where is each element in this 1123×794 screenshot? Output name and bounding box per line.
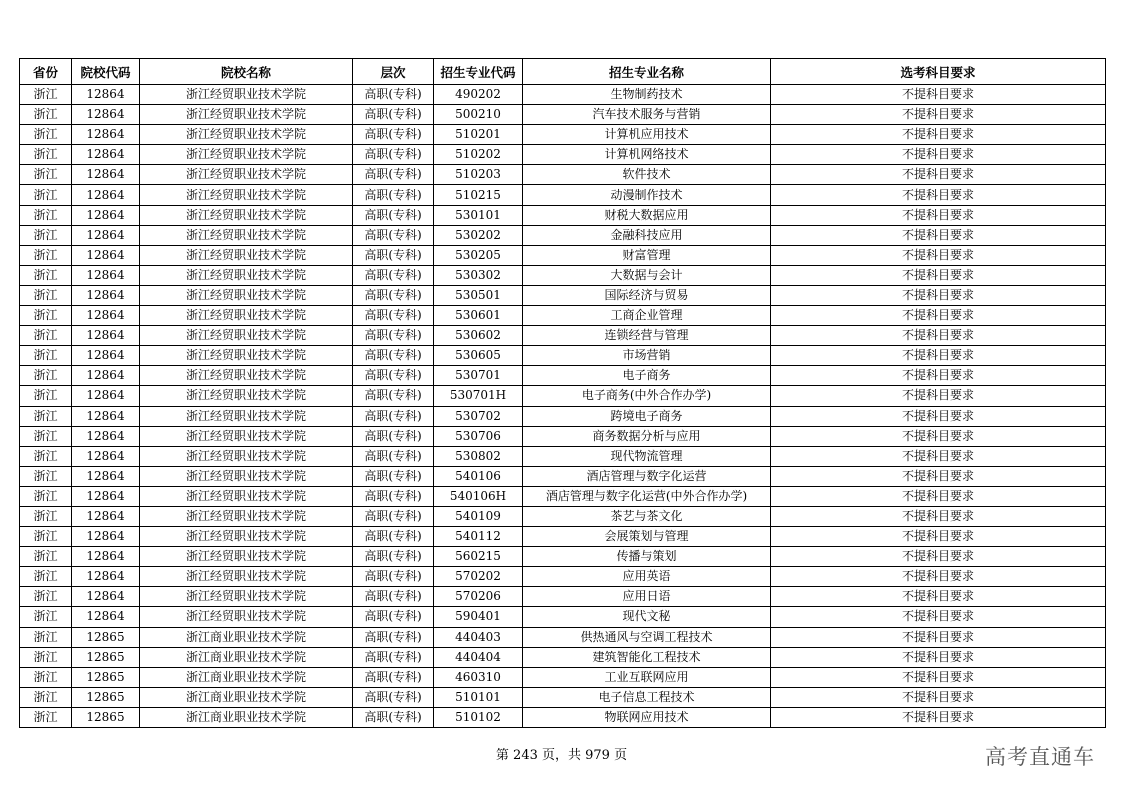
- table-row: [20, 105, 1106, 125]
- cell-province: 浙江: [20, 587, 72, 607]
- cell-school-code: 12864: [72, 245, 140, 265]
- cell-province: 浙江: [20, 406, 72, 426]
- table-row: [20, 285, 1106, 305]
- cell-school-code: 12864: [72, 306, 140, 326]
- cell-major-name: 供热通风与空调工程技术: [523, 627, 771, 647]
- cell-major-code: 440404: [434, 647, 523, 667]
- cell-major-code: 510215: [434, 185, 523, 205]
- header-major-name: 招生专业名称: [523, 59, 771, 85]
- cell-province: 浙江: [20, 446, 72, 466]
- cell-level: 高职(专科): [353, 547, 434, 567]
- cell-province: 浙江: [20, 647, 72, 667]
- cell-subject-requirement: 不提科目要求: [771, 486, 1106, 506]
- table-row: [20, 185, 1106, 205]
- cell-subject-requirement: 不提科目要求: [771, 145, 1106, 165]
- cell-level: 高职(专科): [353, 527, 434, 547]
- cell-subject-requirement: 不提科目要求: [771, 587, 1106, 607]
- cell-school-code: 12864: [72, 506, 140, 526]
- cell-school-code: 12864: [72, 607, 140, 627]
- cell-level: 高职(专科): [353, 306, 434, 326]
- cell-school-name: 浙江经贸职业技术学院: [140, 306, 353, 326]
- cell-province: 浙江: [20, 506, 72, 526]
- cell-subject-requirement: 不提科目要求: [771, 627, 1106, 647]
- cell-subject-requirement: 不提科目要求: [771, 225, 1106, 245]
- table-row: [20, 265, 1106, 285]
- table-row: [20, 687, 1106, 707]
- table-row: [20, 607, 1106, 627]
- cell-subject-requirement: 不提科目要求: [771, 205, 1106, 225]
- cell-school-name: 浙江商业职业技术学院: [140, 667, 353, 687]
- header-major-code: 招生专业代码: [434, 59, 523, 85]
- cell-major-code: 510203: [434, 165, 523, 185]
- cell-major-name: 财税大数据应用: [523, 205, 771, 225]
- cell-province: 浙江: [20, 667, 72, 687]
- cell-subject-requirement: 不提科目要求: [771, 446, 1106, 466]
- cell-school-code: 12865: [72, 667, 140, 687]
- cell-subject-requirement: 不提科目要求: [771, 426, 1106, 446]
- cell-major-code: 540106: [434, 466, 523, 486]
- cell-province: 浙江: [20, 326, 72, 346]
- table-row: [20, 245, 1106, 265]
- header-school-code: 院校代码: [72, 59, 140, 85]
- cell-major-code: 530802: [434, 446, 523, 466]
- cell-school-name: 浙江经贸职业技术学院: [140, 366, 353, 386]
- cell-school-name: 浙江商业职业技术学院: [140, 707, 353, 727]
- cell-level: 高职(专科): [353, 567, 434, 587]
- cell-school-name: 浙江经贸职业技术学院: [140, 145, 353, 165]
- cell-school-code: 12864: [72, 265, 140, 285]
- cell-subject-requirement: 不提科目要求: [771, 366, 1106, 386]
- cell-level: 高职(专科): [353, 125, 434, 145]
- cell-school-code: 12864: [72, 125, 140, 145]
- cell-major-code: 530205: [434, 245, 523, 265]
- cell-province: 浙江: [20, 225, 72, 245]
- cell-school-name: 浙江经贸职业技术学院: [140, 346, 353, 366]
- table-row: [20, 567, 1106, 587]
- cell-province: 浙江: [20, 707, 72, 727]
- cell-subject-requirement: 不提科目要求: [771, 567, 1106, 587]
- cell-level: 高职(专科): [353, 165, 434, 185]
- cell-province: 浙江: [20, 265, 72, 285]
- cell-major-code: 530701H: [434, 386, 523, 406]
- cell-school-code: 12864: [72, 466, 140, 486]
- cell-school-code: 12864: [72, 567, 140, 587]
- admissions-table: [19, 58, 1106, 728]
- cell-school-code: 12864: [72, 446, 140, 466]
- cell-major-code: 540109: [434, 506, 523, 526]
- cell-major-name: 电子商务(中外合作办学): [523, 386, 771, 406]
- cell-major-code: 540112: [434, 527, 523, 547]
- cell-province: 浙江: [20, 426, 72, 446]
- cell-major-name: 软件技术: [523, 165, 771, 185]
- cell-major-code: 510201: [434, 125, 523, 145]
- table-row: [20, 406, 1106, 426]
- cell-school-name: 浙江经贸职业技术学院: [140, 225, 353, 245]
- table-row: [20, 125, 1106, 145]
- cell-subject-requirement: 不提科目要求: [771, 105, 1106, 125]
- cell-school-name: 浙江经贸职业技术学院: [140, 285, 353, 305]
- cell-level: 高职(专科): [353, 486, 434, 506]
- cell-subject-requirement: 不提科目要求: [771, 647, 1106, 667]
- cell-major-name: 电子信息工程技术: [523, 687, 771, 707]
- cell-major-code: 530601: [434, 306, 523, 326]
- cell-major-name: 金融科技应用: [523, 225, 771, 245]
- header-subject-requirement: 选考科目要求: [771, 59, 1106, 85]
- cell-school-code: 12864: [72, 426, 140, 446]
- table-row: [20, 205, 1106, 225]
- cell-subject-requirement: 不提科目要求: [771, 245, 1106, 265]
- table-row: [20, 446, 1106, 466]
- cell-school-code: 12864: [72, 205, 140, 225]
- cell-subject-requirement: 不提科目要求: [771, 326, 1106, 346]
- cell-level: 高职(专科): [353, 225, 434, 245]
- cell-subject-requirement: 不提科目要求: [771, 125, 1106, 145]
- cell-province: 浙江: [20, 85, 72, 105]
- cell-school-name: 浙江经贸职业技术学院: [140, 486, 353, 506]
- table-row: [20, 506, 1106, 526]
- cell-subject-requirement: 不提科目要求: [771, 306, 1106, 326]
- cell-level: 高职(专科): [353, 406, 434, 426]
- cell-school-code: 12864: [72, 165, 140, 185]
- cell-province: 浙江: [20, 165, 72, 185]
- cell-major-code: 570206: [434, 587, 523, 607]
- cell-province: 浙江: [20, 245, 72, 265]
- cell-major-name: 连锁经营与管理: [523, 326, 771, 346]
- cell-level: 高职(专科): [353, 245, 434, 265]
- table-row: [20, 145, 1106, 165]
- cell-major-name: 物联网应用技术: [523, 707, 771, 727]
- cell-level: 高职(专科): [353, 446, 434, 466]
- cell-province: 浙江: [20, 285, 72, 305]
- cell-subject-requirement: 不提科目要求: [771, 265, 1106, 285]
- cell-subject-requirement: 不提科目要求: [771, 547, 1106, 567]
- cell-province: 浙江: [20, 627, 72, 647]
- cell-level: 高职(专科): [353, 326, 434, 346]
- cell-major-code: 530202: [434, 225, 523, 245]
- cell-school-name: 浙江经贸职业技术学院: [140, 527, 353, 547]
- cell-province: 浙江: [20, 466, 72, 486]
- table-row: [20, 326, 1106, 346]
- cell-level: 高职(专科): [353, 466, 434, 486]
- cell-province: 浙江: [20, 607, 72, 627]
- cell-major-name: 跨境电子商务: [523, 406, 771, 426]
- cell-major-code: 530101: [434, 205, 523, 225]
- watermark-text: 高考直通车: [985, 745, 1095, 769]
- cell-level: 高职(专科): [353, 707, 434, 727]
- cell-level: 高职(专科): [353, 205, 434, 225]
- cell-province: 浙江: [20, 125, 72, 145]
- cell-level: 高职(专科): [353, 506, 434, 526]
- table-row: [20, 85, 1106, 105]
- cell-school-name: 浙江经贸职业技术学院: [140, 446, 353, 466]
- cell-school-code: 12864: [72, 326, 140, 346]
- cell-level: 高职(专科): [353, 105, 434, 125]
- cell-subject-requirement: 不提科目要求: [771, 386, 1106, 406]
- cell-major-code: 460310: [434, 667, 523, 687]
- cell-province: 浙江: [20, 366, 72, 386]
- cell-school-name: 浙江经贸职业技术学院: [140, 466, 353, 486]
- table-body: [20, 85, 1106, 728]
- table-row: [20, 647, 1106, 667]
- table-row: [20, 707, 1106, 727]
- cell-major-name: 市场营销: [523, 346, 771, 366]
- cell-major-code: 500210: [434, 105, 523, 125]
- header-school-name: 院校名称: [140, 59, 353, 85]
- cell-school-code: 12864: [72, 225, 140, 245]
- header-province: 省份: [20, 59, 72, 85]
- cell-subject-requirement: 不提科目要求: [771, 185, 1106, 205]
- cell-school-code: 12864: [72, 85, 140, 105]
- cell-level: 高职(专科): [353, 426, 434, 446]
- cell-level: 高职(专科): [353, 85, 434, 105]
- cell-school-code: 12865: [72, 707, 140, 727]
- cell-province: 浙江: [20, 687, 72, 707]
- cell-major-code: 510101: [434, 687, 523, 707]
- cell-school-code: 12864: [72, 547, 140, 567]
- table-row: [20, 225, 1106, 245]
- cell-school-name: 浙江经贸职业技术学院: [140, 205, 353, 225]
- table-row: [20, 627, 1106, 647]
- cell-major-code: 490202: [434, 85, 523, 105]
- table-row: [20, 306, 1106, 326]
- header-level: 层次: [353, 59, 434, 85]
- cell-level: 高职(专科): [353, 265, 434, 285]
- cell-major-name: 建筑智能化工程技术: [523, 647, 771, 667]
- cell-school-name: 浙江经贸职业技术学院: [140, 607, 353, 627]
- table-row: [20, 346, 1106, 366]
- cell-level: 高职(专科): [353, 185, 434, 205]
- cell-school-name: 浙江经贸职业技术学院: [140, 547, 353, 567]
- cell-major-name: 工商企业管理: [523, 306, 771, 326]
- cell-major-name: 计算机应用技术: [523, 125, 771, 145]
- cell-major-code: 560215: [434, 547, 523, 567]
- cell-school-code: 12864: [72, 185, 140, 205]
- cell-major-name: 商务数据分析与应用: [523, 426, 771, 446]
- cell-school-code: 12865: [72, 647, 140, 667]
- cell-school-name: 浙江经贸职业技术学院: [140, 426, 353, 446]
- cell-subject-requirement: 不提科目要求: [771, 707, 1106, 727]
- cell-level: 高职(专科): [353, 667, 434, 687]
- cell-school-name: 浙江经贸职业技术学院: [140, 165, 353, 185]
- table-row: [20, 165, 1106, 185]
- cell-subject-requirement: 不提科目要求: [771, 607, 1106, 627]
- cell-province: 浙江: [20, 527, 72, 547]
- cell-major-code: 530706: [434, 426, 523, 446]
- cell-school-name: 浙江经贸职业技术学院: [140, 85, 353, 105]
- cell-major-name: 汽车技术服务与营销: [523, 105, 771, 125]
- cell-major-code: 530602: [434, 326, 523, 346]
- table-row: [20, 667, 1106, 687]
- cell-major-name: 计算机网络技术: [523, 145, 771, 165]
- table-row: [20, 527, 1106, 547]
- cell-major-name: 财富管理: [523, 245, 771, 265]
- cell-level: 高职(专科): [353, 687, 434, 707]
- cell-major-code: 530605: [434, 346, 523, 366]
- cell-major-code: 530702: [434, 406, 523, 426]
- cell-major-name: 应用日语: [523, 587, 771, 607]
- table-row: [20, 486, 1106, 506]
- cell-school-name: 浙江经贸职业技术学院: [140, 567, 353, 587]
- cell-school-code: 12864: [72, 406, 140, 426]
- cell-school-code: 12864: [72, 386, 140, 406]
- table-row: [20, 386, 1106, 406]
- table-row: [20, 466, 1106, 486]
- cell-province: 浙江: [20, 386, 72, 406]
- table-row: [20, 547, 1106, 567]
- cell-major-name: 大数据与会计: [523, 265, 771, 285]
- table-row: [20, 426, 1106, 446]
- cell-level: 高职(专科): [353, 587, 434, 607]
- cell-major-code: 570202: [434, 567, 523, 587]
- cell-school-name: 浙江经贸职业技术学院: [140, 326, 353, 346]
- cell-province: 浙江: [20, 567, 72, 587]
- cell-major-name: 应用英语: [523, 567, 771, 587]
- cell-school-code: 12864: [72, 527, 140, 547]
- cell-subject-requirement: 不提科目要求: [771, 687, 1106, 707]
- cell-level: 高职(专科): [353, 145, 434, 165]
- cell-school-name: 浙江商业职业技术学院: [140, 647, 353, 667]
- cell-school-name: 浙江商业职业技术学院: [140, 627, 353, 647]
- cell-school-code: 12864: [72, 346, 140, 366]
- cell-school-name: 浙江经贸职业技术学院: [140, 587, 353, 607]
- cell-major-name: 传播与策划: [523, 547, 771, 567]
- cell-level: 高职(专科): [353, 285, 434, 305]
- cell-subject-requirement: 不提科目要求: [771, 667, 1106, 687]
- cell-school-code: 12864: [72, 145, 140, 165]
- cell-school-name: 浙江经贸职业技术学院: [140, 386, 353, 406]
- cell-school-code: 12864: [72, 105, 140, 125]
- table-row: [20, 587, 1106, 607]
- table-header-row: [20, 59, 1106, 85]
- cell-major-name: 动漫制作技术: [523, 185, 771, 205]
- table-row: [20, 366, 1106, 386]
- cell-level: 高职(专科): [353, 607, 434, 627]
- cell-school-code: 12864: [72, 285, 140, 305]
- cell-level: 高职(专科): [353, 627, 434, 647]
- cell-major-name: 酒店管理与数字化运营: [523, 466, 771, 486]
- cell-subject-requirement: 不提科目要求: [771, 527, 1106, 547]
- cell-major-name: 会展策划与管理: [523, 527, 771, 547]
- cell-province: 浙江: [20, 346, 72, 366]
- cell-major-code: 590401: [434, 607, 523, 627]
- cell-school-name: 浙江经贸职业技术学院: [140, 506, 353, 526]
- cell-school-name: 浙江经贸职业技术学院: [140, 406, 353, 426]
- cell-school-code: 12864: [72, 587, 140, 607]
- cell-level: 高职(专科): [353, 346, 434, 366]
- cell-major-code: 530501: [434, 285, 523, 305]
- cell-province: 浙江: [20, 486, 72, 506]
- cell-subject-requirement: 不提科目要求: [771, 466, 1106, 486]
- cell-level: 高职(专科): [353, 386, 434, 406]
- cell-major-name: 酒店管理与数字化运营(中外合作办学): [523, 486, 771, 506]
- cell-major-name: 国际经济与贸易: [523, 285, 771, 305]
- cell-major-code: 510102: [434, 707, 523, 727]
- cell-school-name: 浙江经贸职业技术学院: [140, 265, 353, 285]
- cell-subject-requirement: 不提科目要求: [771, 406, 1106, 426]
- cell-major-code: 530302: [434, 265, 523, 285]
- cell-school-name: 浙江经贸职业技术学院: [140, 185, 353, 205]
- cell-subject-requirement: 不提科目要求: [771, 285, 1106, 305]
- cell-province: 浙江: [20, 306, 72, 326]
- cell-major-name: 现代文秘: [523, 607, 771, 627]
- cell-school-code: 12865: [72, 627, 140, 647]
- cell-major-name: 工业互联网应用: [523, 667, 771, 687]
- cell-school-code: 12865: [72, 687, 140, 707]
- cell-province: 浙江: [20, 547, 72, 567]
- cell-subject-requirement: 不提科目要求: [771, 165, 1106, 185]
- cell-level: 高职(专科): [353, 647, 434, 667]
- cell-major-name: 生物制药技术: [523, 85, 771, 105]
- cell-province: 浙江: [20, 105, 72, 125]
- cell-school-code: 12864: [72, 486, 140, 506]
- cell-subject-requirement: 不提科目要求: [771, 346, 1106, 366]
- cell-major-name: 现代物流管理: [523, 446, 771, 466]
- cell-province: 浙江: [20, 205, 72, 225]
- cell-major-code: 510202: [434, 145, 523, 165]
- cell-province: 浙江: [20, 185, 72, 205]
- cell-major-code: 530701: [434, 366, 523, 386]
- cell-level: 高职(专科): [353, 366, 434, 386]
- cell-school-name: 浙江商业职业技术学院: [140, 687, 353, 707]
- cell-major-code: 540106H: [434, 486, 523, 506]
- cell-school-name: 浙江经贸职业技术学院: [140, 105, 353, 125]
- cell-major-code: 440403: [434, 627, 523, 647]
- cell-major-name: 茶艺与茶文化: [523, 506, 771, 526]
- cell-school-name: 浙江经贸职业技术学院: [140, 245, 353, 265]
- cell-school-name: 浙江经贸职业技术学院: [140, 125, 353, 145]
- page-number: 第 243 页，共 979 页: [495, 748, 628, 763]
- cell-province: 浙江: [20, 145, 72, 165]
- cell-subject-requirement: 不提科目要求: [771, 506, 1106, 526]
- cell-subject-requirement: 不提科目要求: [771, 85, 1106, 105]
- cell-school-code: 12864: [72, 366, 140, 386]
- cell-major-name: 电子商务: [523, 366, 771, 386]
